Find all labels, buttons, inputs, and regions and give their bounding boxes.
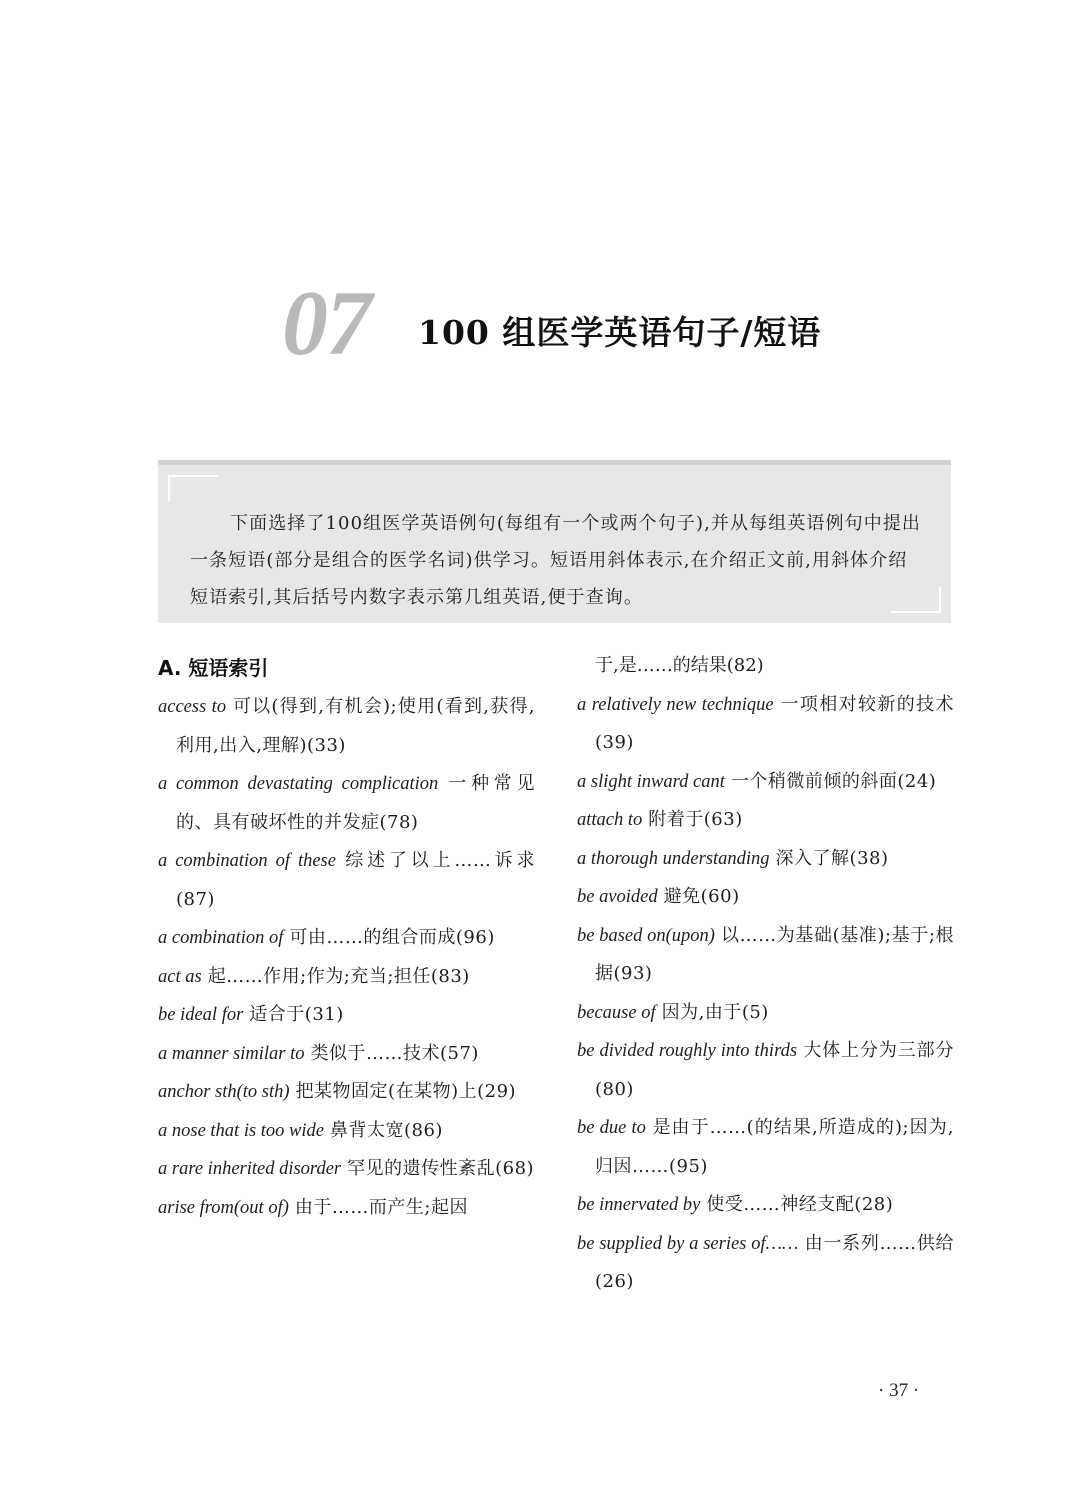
index-entry [577,763,954,802]
entry-continuation: 于,是……的结果(82) [595,655,764,676]
chapter-heading [0,272,1080,374]
index-entry [158,919,535,958]
phrase-chinese: 大体上分为三部分(80) [595,1040,954,1100]
phrase-chinese: 一个稍微前倾的斜面(24) [730,770,937,792]
phrase-english: be based on(upon) [577,925,715,946]
index-entry [577,801,954,840]
phrase-english: be avoided [577,887,658,907]
index-entry [158,765,535,842]
phrase-english: a slight inward cant [577,771,725,792]
section-title: A. 短语索引 [158,656,269,680]
phrase-english: a manner similar to [158,1043,305,1064]
phrase-english: be supplied by a series of…… [577,1233,799,1254]
index-entry [577,686,954,763]
phrase-chinese: 鼻背太宽(86) [330,1119,443,1141]
index-entry [158,842,535,919]
index-entry [577,1186,954,1225]
page-number: · 37 · [878,1380,920,1401]
phrase-chinese: 起……作用;作为;充当;担任(83) [207,965,470,987]
phrase-chinese: 是由于……(的结果,所造成的);因为,归因……(95) [595,1117,954,1177]
phrase-english: a combination of [158,928,284,948]
phrase-english: a rare inherited disorder [158,1159,342,1179]
phrase-english: be due to [577,1118,646,1138]
index-list-right [577,686,954,1302]
index-entry [158,1189,535,1228]
phrase-english: act as [158,966,202,987]
phrase-chinese: 由于……而产生;起因 [294,1196,468,1218]
phrase-english: a relatively new technique [577,694,774,715]
index-entry [158,958,535,997]
phrase-chinese: 可由……的组合而成(96) [289,927,495,948]
index-entry [577,1109,954,1186]
phrase-english: attach to [577,810,643,830]
phrase-english: be ideal for [158,1005,244,1025]
corner-bracket-top-left [168,475,218,501]
phrase-chinese: 一种常见的、具有破坏性的并发症(78) [176,773,535,833]
chapter-title: 100 组医学英语句子/短语 [418,313,822,352]
intro-text: 下面选择了100组医学英语例句(每组有一个或两个句子),并从每组英语例句中提出一条短语(部分是组合的医学名词)供学习。短语用斜体表示,在介绍正文前,用斜体介绍短语索引,其后括号内数字表示第几组英语,便于查询。 [190,513,922,608]
index-list-left [158,688,535,1227]
index-entry [577,994,954,1033]
phrase-chinese: 综述了以上……诉求(87) [176,850,535,910]
index-column-left [158,648,535,1227]
phrase-english: because of [577,1002,656,1023]
phrase-english: anchor sth(to sth) [158,1082,290,1102]
index-entry [577,840,954,879]
phrase-chinese: 避免(60) [663,886,740,907]
index-column-right [577,647,954,1302]
phrase-english: access to [158,697,227,717]
index-entry [158,996,535,1035]
phrase-english: a combination of these [158,851,336,871]
intro-box [158,460,951,623]
index-entry [158,1073,535,1112]
phrase-chinese: 附着于(63) [648,809,743,830]
index-entry [158,1150,535,1189]
phrase-chinese: 深入了解(38) [775,847,889,869]
phrase-chinese: 把某物固定(在某物)上(29) [295,1081,517,1102]
phrase-chinese: 以……为基础(基准);基于;根据(93) [595,924,954,984]
phrase-english: a nose that is too wide [158,1120,324,1141]
phrase-chinese: 类似于……技术(57) [310,1042,479,1064]
phrase-chinese: 适合于(31) [249,1004,344,1025]
phrase-english: be divided roughly into thirds [577,1041,798,1061]
phrase-chinese: 可以(得到,有机会);使用(看到,获得,利用,出入,理解)(33) [176,696,535,756]
phrase-english: be innervated by [577,1195,701,1215]
index-entry [577,917,954,994]
index-entry [158,1112,535,1151]
phrase-english: a thorough understanding [577,848,770,869]
index-entry [577,878,954,917]
phrase-chinese: 由一系列……供给(26) [595,1232,955,1292]
chapter-number: 07 [282,272,370,374]
index-entry [158,688,535,765]
index-entry [158,1035,535,1074]
phrase-chinese: 一项相对较新的技术(39) [595,693,955,753]
phrase-chinese: 使受……神经支配(28) [706,1194,894,1215]
phrase-chinese: 因为,由于(5) [661,1001,769,1023]
index-entry [577,1032,954,1109]
phrase-chinese: 罕见的遗传性紊乱(68) [347,1158,535,1179]
index-entry [577,1225,954,1302]
phrase-english: a common devastating complication [158,774,439,794]
phrase-english: arise from(out of) [158,1197,289,1218]
